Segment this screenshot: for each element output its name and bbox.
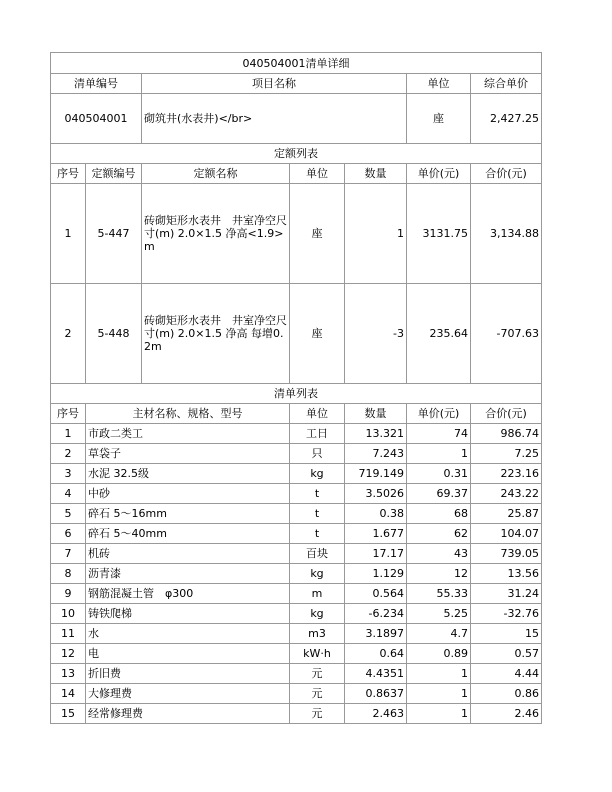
material-total: 4.44 bbox=[471, 664, 542, 684]
material-name: 铸铁爬梯 bbox=[86, 604, 290, 624]
material-price: 55.33 bbox=[407, 584, 471, 604]
material-no: 2 bbox=[51, 444, 86, 464]
material-no: 4 bbox=[51, 484, 86, 504]
material-name: 折旧费 bbox=[86, 664, 290, 684]
material-qty: 0.8637 bbox=[345, 684, 407, 704]
table-title: 040504001清单详细 bbox=[51, 53, 542, 74]
summary-header-code: 清单编号 bbox=[51, 74, 142, 94]
material-qty: 0.564 bbox=[345, 584, 407, 604]
summary-unit: 座 bbox=[407, 94, 471, 144]
quota-header-total: 合价(元) bbox=[471, 164, 542, 184]
material-price: 68 bbox=[407, 504, 471, 524]
quota-row bbox=[51, 184, 542, 284]
material-header-name: 主材名称、规格、型号 bbox=[86, 404, 290, 424]
material-name: 机砖 bbox=[86, 544, 290, 564]
material-price: 43 bbox=[407, 544, 471, 564]
material-unit: 只 bbox=[290, 444, 345, 464]
material-row bbox=[51, 444, 542, 464]
quota-header-name: 定额名称 bbox=[142, 164, 290, 184]
material-price: 1 bbox=[407, 664, 471, 684]
material-row bbox=[51, 544, 542, 564]
material-unit: t bbox=[290, 524, 345, 544]
material-total: 223.16 bbox=[471, 464, 542, 484]
material-row bbox=[51, 604, 542, 624]
material-total: 739.05 bbox=[471, 544, 542, 564]
material-no: 13 bbox=[51, 664, 86, 684]
material-qty: 4.4351 bbox=[345, 664, 407, 684]
material-price: 69.37 bbox=[407, 484, 471, 504]
material-unit: 工日 bbox=[290, 424, 345, 444]
quota-section-title: 定额列表 bbox=[51, 144, 542, 164]
material-section-title: 清单列表 bbox=[51, 384, 542, 404]
material-unit: t bbox=[290, 504, 345, 524]
material-price: 62 bbox=[407, 524, 471, 544]
material-no: 1 bbox=[51, 424, 86, 444]
material-no: 11 bbox=[51, 624, 86, 644]
material-no: 10 bbox=[51, 604, 86, 624]
quota-qty: -3 bbox=[345, 284, 407, 384]
material-header-qty: 数量 bbox=[345, 404, 407, 424]
quota-name: 砖砌矩形水表井 井室净空尺寸(m) 2.0×1.5 净高 每增0.2m bbox=[142, 284, 290, 384]
material-no: 6 bbox=[51, 524, 86, 544]
material-no: 15 bbox=[51, 704, 86, 724]
material-price: 5.25 bbox=[407, 604, 471, 624]
material-total: 15 bbox=[471, 624, 542, 644]
summary-code: 040504001 bbox=[51, 94, 142, 144]
material-total: 104.07 bbox=[471, 524, 542, 544]
material-qty: 0.64 bbox=[345, 644, 407, 664]
quota-no: 2 bbox=[51, 284, 86, 384]
material-header-no: 序号 bbox=[51, 404, 86, 424]
material-total: 31.24 bbox=[471, 584, 542, 604]
summary-header-name: 项目名称 bbox=[142, 74, 407, 94]
material-total: -32.76 bbox=[471, 604, 542, 624]
material-no: 12 bbox=[51, 644, 86, 664]
material-name: 水泥 32.5级 bbox=[86, 464, 290, 484]
quota-header-qty: 数量 bbox=[345, 164, 407, 184]
material-qty: 2.463 bbox=[345, 704, 407, 724]
material-row bbox=[51, 464, 542, 484]
material-name: 市政二类工 bbox=[86, 424, 290, 444]
material-total: 7.25 bbox=[471, 444, 542, 464]
material-name: 钢筋混凝土管 φ300 bbox=[86, 584, 290, 604]
quota-row bbox=[51, 284, 542, 384]
material-name: 沥青漆 bbox=[86, 564, 290, 584]
material-qty: 3.5026 bbox=[345, 484, 407, 504]
material-unit: kW·h bbox=[290, 644, 345, 664]
quota-code: 5-447 bbox=[86, 184, 142, 284]
material-no: 9 bbox=[51, 584, 86, 604]
material-price: 4.7 bbox=[407, 624, 471, 644]
quota-price: 235.64 bbox=[407, 284, 471, 384]
material-row bbox=[51, 524, 542, 544]
quota-header-code: 定额编号 bbox=[86, 164, 142, 184]
quota-total: -707.63 bbox=[471, 284, 542, 384]
material-total: 13.56 bbox=[471, 564, 542, 584]
quota-price: 3131.75 bbox=[407, 184, 471, 284]
material-row bbox=[51, 664, 542, 684]
quota-header-price: 单价(元) bbox=[407, 164, 471, 184]
material-rows bbox=[51, 424, 542, 724]
material-row bbox=[51, 584, 542, 604]
material-name: 电 bbox=[86, 644, 290, 664]
material-price: 74 bbox=[407, 424, 471, 444]
material-row bbox=[51, 484, 542, 504]
material-unit: 元 bbox=[290, 664, 345, 684]
quota-unit: 座 bbox=[290, 284, 345, 384]
material-name: 经常修理费 bbox=[86, 704, 290, 724]
quota-total: 3,134.88 bbox=[471, 184, 542, 284]
material-name: 碎石 5～40mm bbox=[86, 524, 290, 544]
material-row bbox=[51, 704, 542, 724]
material-qty: 13.321 bbox=[345, 424, 407, 444]
material-total: 986.74 bbox=[471, 424, 542, 444]
material-qty: 0.38 bbox=[345, 504, 407, 524]
material-row bbox=[51, 564, 542, 584]
material-no: 5 bbox=[51, 504, 86, 524]
material-price: 1 bbox=[407, 684, 471, 704]
quota-header-no: 序号 bbox=[51, 164, 86, 184]
material-unit: kg bbox=[290, 564, 345, 584]
material-unit: 百块 bbox=[290, 544, 345, 564]
material-header-price: 单价(元) bbox=[407, 404, 471, 424]
material-total: 2.46 bbox=[471, 704, 542, 724]
material-name: 中砂 bbox=[86, 484, 290, 504]
material-unit: kg bbox=[290, 464, 345, 484]
quota-name: 砖砌矩形水表井 井室净空尺寸(m) 2.0×1.5 净高<1.9>m bbox=[142, 184, 290, 284]
material-name: 碎石 5～16mm bbox=[86, 504, 290, 524]
material-qty: 719.149 bbox=[345, 464, 407, 484]
material-row bbox=[51, 684, 542, 704]
material-row bbox=[51, 644, 542, 664]
material-name: 草袋子 bbox=[86, 444, 290, 464]
material-header-unit: 单位 bbox=[290, 404, 345, 424]
quota-no: 1 bbox=[51, 184, 86, 284]
material-price: 1 bbox=[407, 704, 471, 724]
material-total: 0.86 bbox=[471, 684, 542, 704]
summary-name: 砌筑井(水表井)</br> bbox=[142, 94, 407, 144]
detail-table bbox=[50, 52, 542, 724]
material-header-total: 合价(元) bbox=[471, 404, 542, 424]
material-qty: 1.677 bbox=[345, 524, 407, 544]
material-price: 1 bbox=[407, 444, 471, 464]
material-qty: 1.129 bbox=[345, 564, 407, 584]
material-total: 243.22 bbox=[471, 484, 542, 504]
material-no: 8 bbox=[51, 564, 86, 584]
quota-unit: 座 bbox=[290, 184, 345, 284]
material-qty: 17.17 bbox=[345, 544, 407, 564]
material-name: 大修理费 bbox=[86, 684, 290, 704]
material-no: 14 bbox=[51, 684, 86, 704]
material-total: 25.87 bbox=[471, 504, 542, 524]
material-unit: 元 bbox=[290, 684, 345, 704]
material-no: 7 bbox=[51, 544, 86, 564]
material-name: 水 bbox=[86, 624, 290, 644]
material-unit: t bbox=[290, 484, 345, 504]
summary-header-unit: 单位 bbox=[407, 74, 471, 94]
material-qty: 3.1897 bbox=[345, 624, 407, 644]
material-unit: m3 bbox=[290, 624, 345, 644]
material-unit: m bbox=[290, 584, 345, 604]
quota-qty: 1 bbox=[345, 184, 407, 284]
material-qty: 7.243 bbox=[345, 444, 407, 464]
material-row bbox=[51, 504, 542, 524]
material-qty: -6.234 bbox=[345, 604, 407, 624]
summary-price: 2,427.25 bbox=[471, 94, 542, 144]
material-no: 3 bbox=[51, 464, 86, 484]
material-price: 0.31 bbox=[407, 464, 471, 484]
quota-header-unit: 单位 bbox=[290, 164, 345, 184]
material-unit: 元 bbox=[290, 704, 345, 724]
material-price: 0.89 bbox=[407, 644, 471, 664]
material-total: 0.57 bbox=[471, 644, 542, 664]
material-row bbox=[51, 624, 542, 644]
material-unit: kg bbox=[290, 604, 345, 624]
summary-header-price: 综合单价 bbox=[471, 74, 542, 94]
quota-code: 5-448 bbox=[86, 284, 142, 384]
material-row bbox=[51, 424, 542, 444]
material-price: 12 bbox=[407, 564, 471, 584]
